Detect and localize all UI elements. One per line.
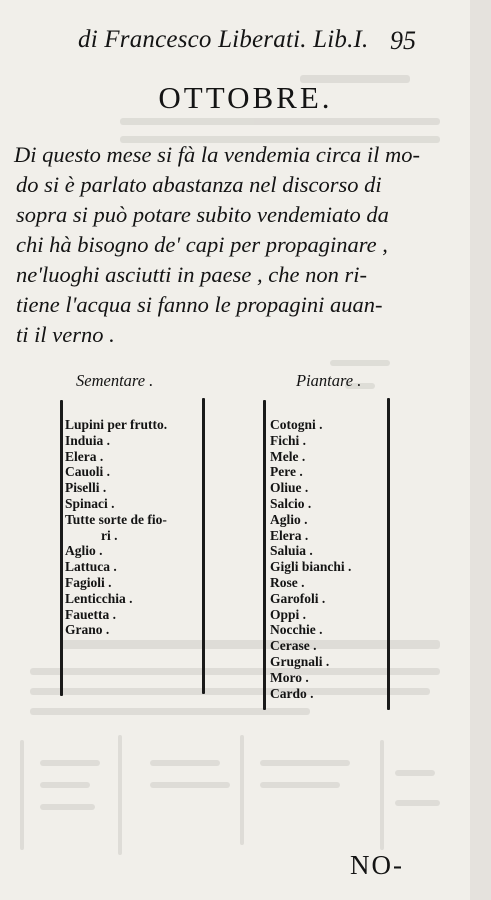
list-item: Aglio . xyxy=(65,543,103,559)
list-item: Fagioli . xyxy=(65,574,112,590)
list-item: Saluia . xyxy=(270,543,313,559)
list-item: Elera . xyxy=(270,527,309,543)
list-item: Induia . xyxy=(65,432,111,448)
list-item: Tutte sorte de fio- xyxy=(65,511,167,527)
list-item: Lenticchia . xyxy=(65,590,133,606)
chapter-title: OTTOBRE. xyxy=(158,80,333,115)
list-item: Cardo . xyxy=(270,685,314,701)
column-heading-piantare: Piantare . xyxy=(296,371,362,390)
body-line: sopra si può potare subito vendemiato da xyxy=(16,202,389,227)
list-item: Spinaci . xyxy=(65,495,115,511)
page-number: 95 xyxy=(390,26,416,55)
list-item: Moro . xyxy=(270,669,309,685)
list-item: Aglio . xyxy=(270,511,308,527)
body-line: do si è parlato abastanza nel discorso di xyxy=(16,172,382,197)
body-line: tiene l'acqua si fanno le propagini auan- xyxy=(16,292,383,317)
piantare-list xyxy=(270,417,351,701)
column-heading-sementare: Sementare . xyxy=(76,371,154,390)
body-line: ne'luoghi asciutti in paese , che non ri- xyxy=(16,262,368,287)
list-item: Piselli . xyxy=(65,480,107,496)
column-rule xyxy=(202,398,205,694)
list-item: Oliue . xyxy=(270,480,309,496)
running-title: di Francesco Liberati. Lib.I. xyxy=(78,26,369,53)
list-item: Fauetta . xyxy=(65,606,116,622)
list-item: Grugnali . xyxy=(270,653,330,669)
column-rule xyxy=(263,400,266,710)
column-rule xyxy=(60,400,63,696)
list-item: Rose . xyxy=(270,574,305,590)
list-item: Garofoli . xyxy=(270,590,326,606)
column-rule xyxy=(387,398,390,710)
body-line: chi hà bisogno de' capi per propaginare , xyxy=(16,232,388,257)
sementare-list xyxy=(65,417,167,638)
list-item: Elera . xyxy=(65,448,104,464)
list-item: Mele . xyxy=(270,448,306,464)
list-item: ri . xyxy=(101,527,118,543)
list-item: Grano . xyxy=(65,622,110,638)
body-line: ti il verno . xyxy=(16,322,115,347)
list-item: Oppi . xyxy=(270,606,307,622)
list-item: Fichi . xyxy=(270,432,306,448)
body-line: Di questo mese si fà la vendemia circa il mo- xyxy=(14,142,420,167)
list-item: Lupini per frutto. xyxy=(65,417,168,432)
list-item: Cerase . xyxy=(270,638,317,654)
list-item: Gigli bianchi . xyxy=(270,559,352,575)
catchword: NO- xyxy=(350,850,404,880)
list-item: Lattuca . xyxy=(65,559,117,575)
list-item: Salcio . xyxy=(270,495,312,511)
list-item: Nocchie . xyxy=(270,622,323,638)
body-paragraph xyxy=(14,140,476,350)
list-item: Cotogni . xyxy=(270,417,323,432)
list-item: Cauoli . xyxy=(65,464,111,480)
list-item: Pere . xyxy=(270,464,303,480)
